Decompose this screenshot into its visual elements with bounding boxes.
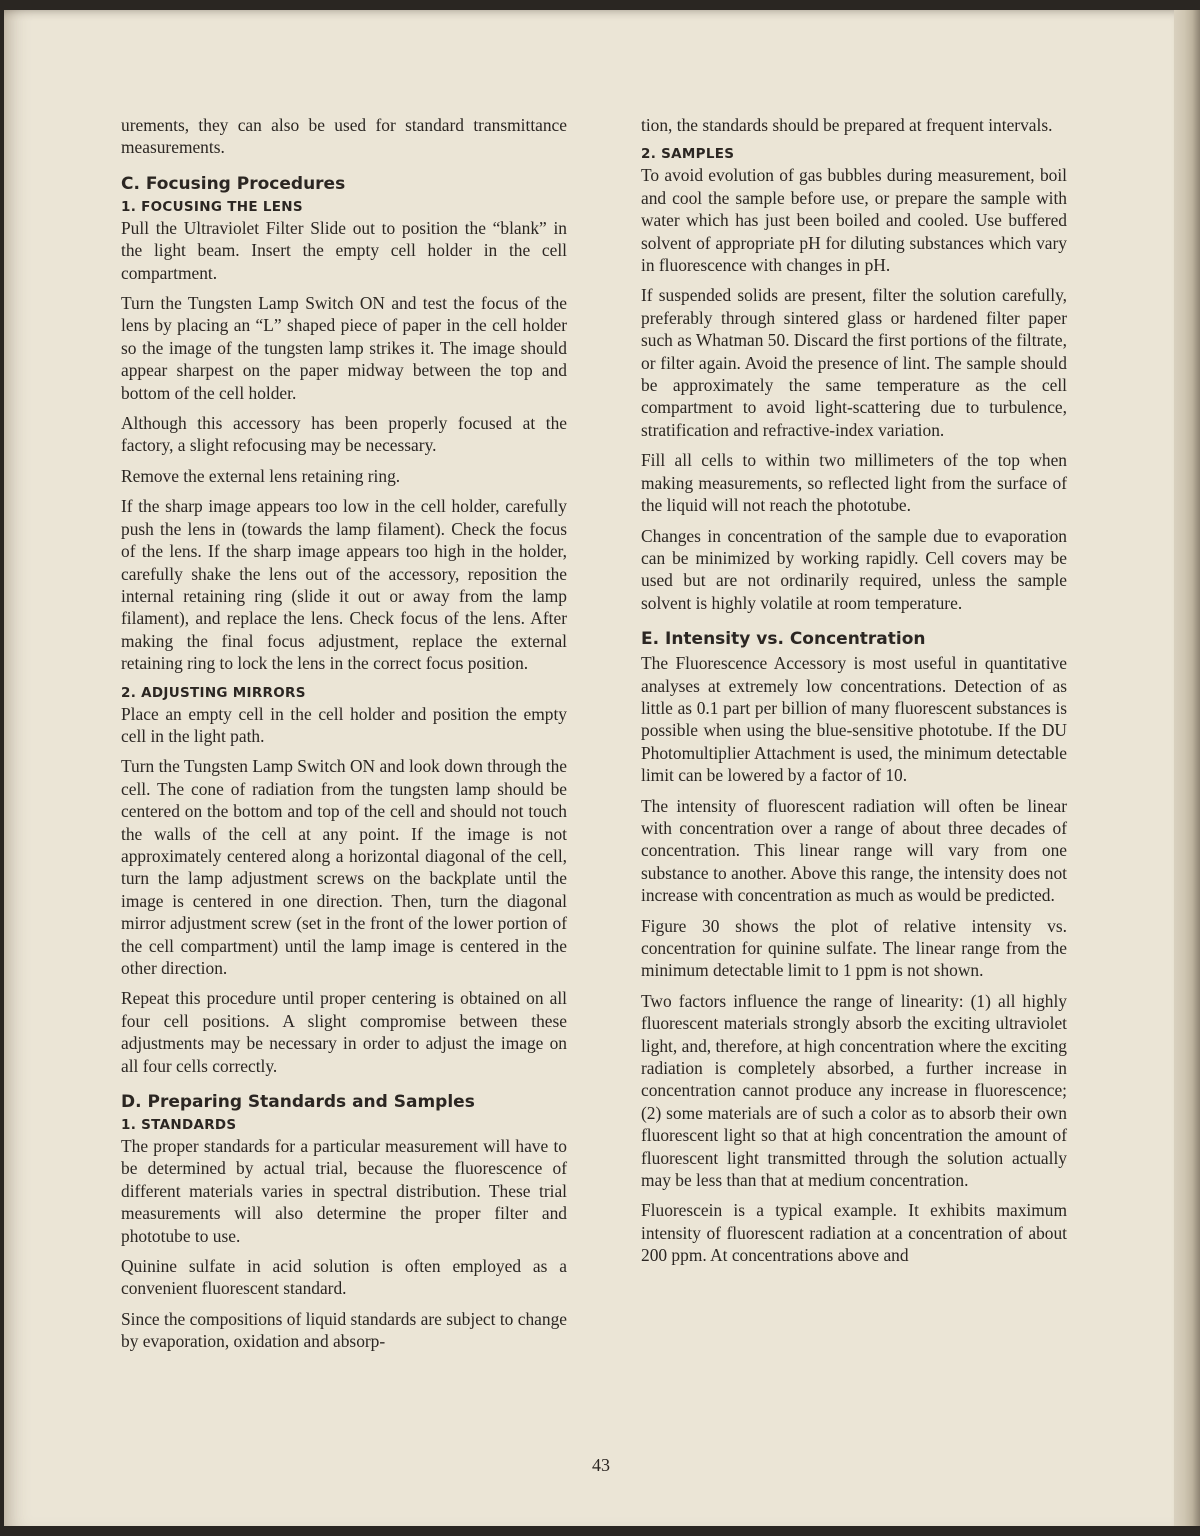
paragraph: The intensity of fluorescent radiation will often be linear with concentration over a range of about three decades of concentration. This linear range will vary from one substance to another. Above this range, the intensity does not increase with concentration as much as would be predicted.	[641, 795, 1067, 906]
paragraph: Place an empty cell in the cell holder and position the empty cell in the light path.	[121, 703, 567, 746]
paragraph: Fluorescein is a typical example. It exhibits maximum intensity of fluorescent radiation at a concentration of about 200 ppm. At concentrations above and	[641, 1200, 1067, 1266]
page-number: 43	[592, 1455, 610, 1475]
paragraph: Fill all cells to within two millimeters of the top when making measurements, so reflected light from the surface of the liquid will not reach the phototube.	[641, 450, 1067, 516]
paragraph: Figure 30 shows the plot of relative intensity vs. concentration for quinine sulfate. The linear range from the minimum detectable limit to 1 ppm is not shown.	[641, 915, 1067, 981]
paragraph: Turn the Tungsten Lamp Switch ON and look down through the cell. The cone of radiation from the tungsten lamp should be centered on the bottom and top of the cell and should not touch the walls of the cell at any point. If the image is not approximately centered along a horizontal diagonal of the cell, turn the lamp adjustment screws on the backplate until the image is centered in one direction. Then, turn the diagonal mirror adjustment screw (set in the front of the lower portion of the cell compartment) until the lamp image is centered in the other direction.	[121, 756, 567, 978]
document-page	[4, 10, 1174, 1526]
paragraph: Pull the Ultraviolet Filter Slide out to position the “blank” in the light beam. Insert the empty cell holder in the cell compartment.	[121, 217, 567, 283]
paragraph: Turn the Tungsten Lamp Switch ON and test the focus of the lens by placing an “L” shaped piece of paper in the cell holder so the image of the tungsten lamp strikes it. The image should appear sharpest on the paper midway between the top and bottom of the cell holder.	[121, 293, 567, 403]
paragraph: urements, they can also be used for standard transmittance measurements.	[121, 115, 567, 158]
page-edge	[1174, 10, 1200, 1526]
section-heading: D. Preparing Standards and Samples	[121, 1092, 475, 1113]
right-column	[641, 114, 1067, 1275]
paragraph: Although this accessory has been properly focused at the factory, a slight refocusing may be necessary.	[121, 413, 567, 456]
left-column	[121, 114, 567, 1361]
paragraph: Changes in concentration of the sample due to evaporation can be minimized by working rapidly. Cell covers may be used but are not ordinarily required, unless the sample solvent is highly volatile at room temperature.	[641, 525, 1067, 613]
paragraph: Repeat this procedure until proper centering is obtained on all four cell positions. A slight compromise between these adjustments may be necessary in order to adjust the image on all four cells correctly.	[121, 988, 567, 1076]
subsection-heading: 2. ADJUSTING MIRRORS	[121, 684, 306, 701]
paragraph: Two factors influence the range of linearity: (1) all highly fluorescent materials strongly absorb the exciting ultraviolet light, and, therefore, at high concentration where the exciting radiation is completely absorbed, a further increase in concentration cannot produce any increase in fluorescence; (2) some materials are of such a color as to absorb their own fluorescent light so that at high concentration the amount of fluorescent light transmitted through the solution actually may be less than that at medium concentration.	[641, 990, 1067, 1191]
subsection-heading: 1. FOCUSING THE LENS	[121, 198, 303, 215]
paragraph: Since the compositions of liquid standards are subject to change by evaporation, oxidation and absorp-	[121, 1308, 567, 1352]
paragraph: Quinine sulfate in acid solution is often employed as a convenient fluorescent standard.	[121, 1256, 567, 1299]
paragraph: The proper standards for a particular measurement will have to be determined by actual trial, because the fluorescence of different materials varies in spectral distribution. These trial measurements will also determine the proper filter and phototube to use.	[121, 1136, 567, 1246]
section-heading: E. Intensity vs. Concentration	[641, 629, 926, 650]
paragraph: Remove the external lens retaining ring.	[121, 465, 401, 486]
subsection-heading: 1. STANDARDS	[121, 1117, 237, 1134]
paragraph: tion, the standards should be prepared at frequent intervals.	[641, 115, 1053, 135]
paragraph: The Fluorescence Accessory is most useful in quantitative analyses at extremely low concentrations. Detection of as little as 0.1 part per billion of many fluorescent substances is possible when using the blue-sensitive phototube. If the DU Photomultiplier Attachment is used, the minimum detectable limit can be lowered by a factor of 10.	[641, 653, 1067, 786]
paragraph: If suspended solids are present, filter the solution carefully, preferably through sintered glass or hardened filter paper such as Whatman 50. Discard the first portions of the filtrate, or filter again. Avoid the presence of lint. The sample should be approximately the same temperature as the cell compartment to avoid light-scattering due to turbulence, stratification and refractive-index variation.	[641, 285, 1067, 440]
paragraph: If the sharp image appears too low in the cell holder, carefully push the lens in (towards the lamp filament). Check the focus of the lens. If the sharp image appears too high in the holder, carefully shake the lens out of the accessory, reposition the internal retaining ring (slide it out or away from the lamp filament), and replace the lens. Check focus of the lens. After making the final focus adjustment, replace the external retaining ring to lock the lens in the correct focus position.	[121, 496, 567, 674]
paragraph: To avoid evolution of gas bubbles during measurement, boil and cool the sample before use, or prepare the sample with water which has just been boiled and cooled. Use buffered solvent of appropriate pH for diluting substances which vary in fluorescence with changes in pH.	[641, 165, 1067, 276]
subsection-heading: 2. SAMPLES	[641, 146, 735, 163]
section-heading: C. Focusing Procedures	[121, 173, 346, 194]
